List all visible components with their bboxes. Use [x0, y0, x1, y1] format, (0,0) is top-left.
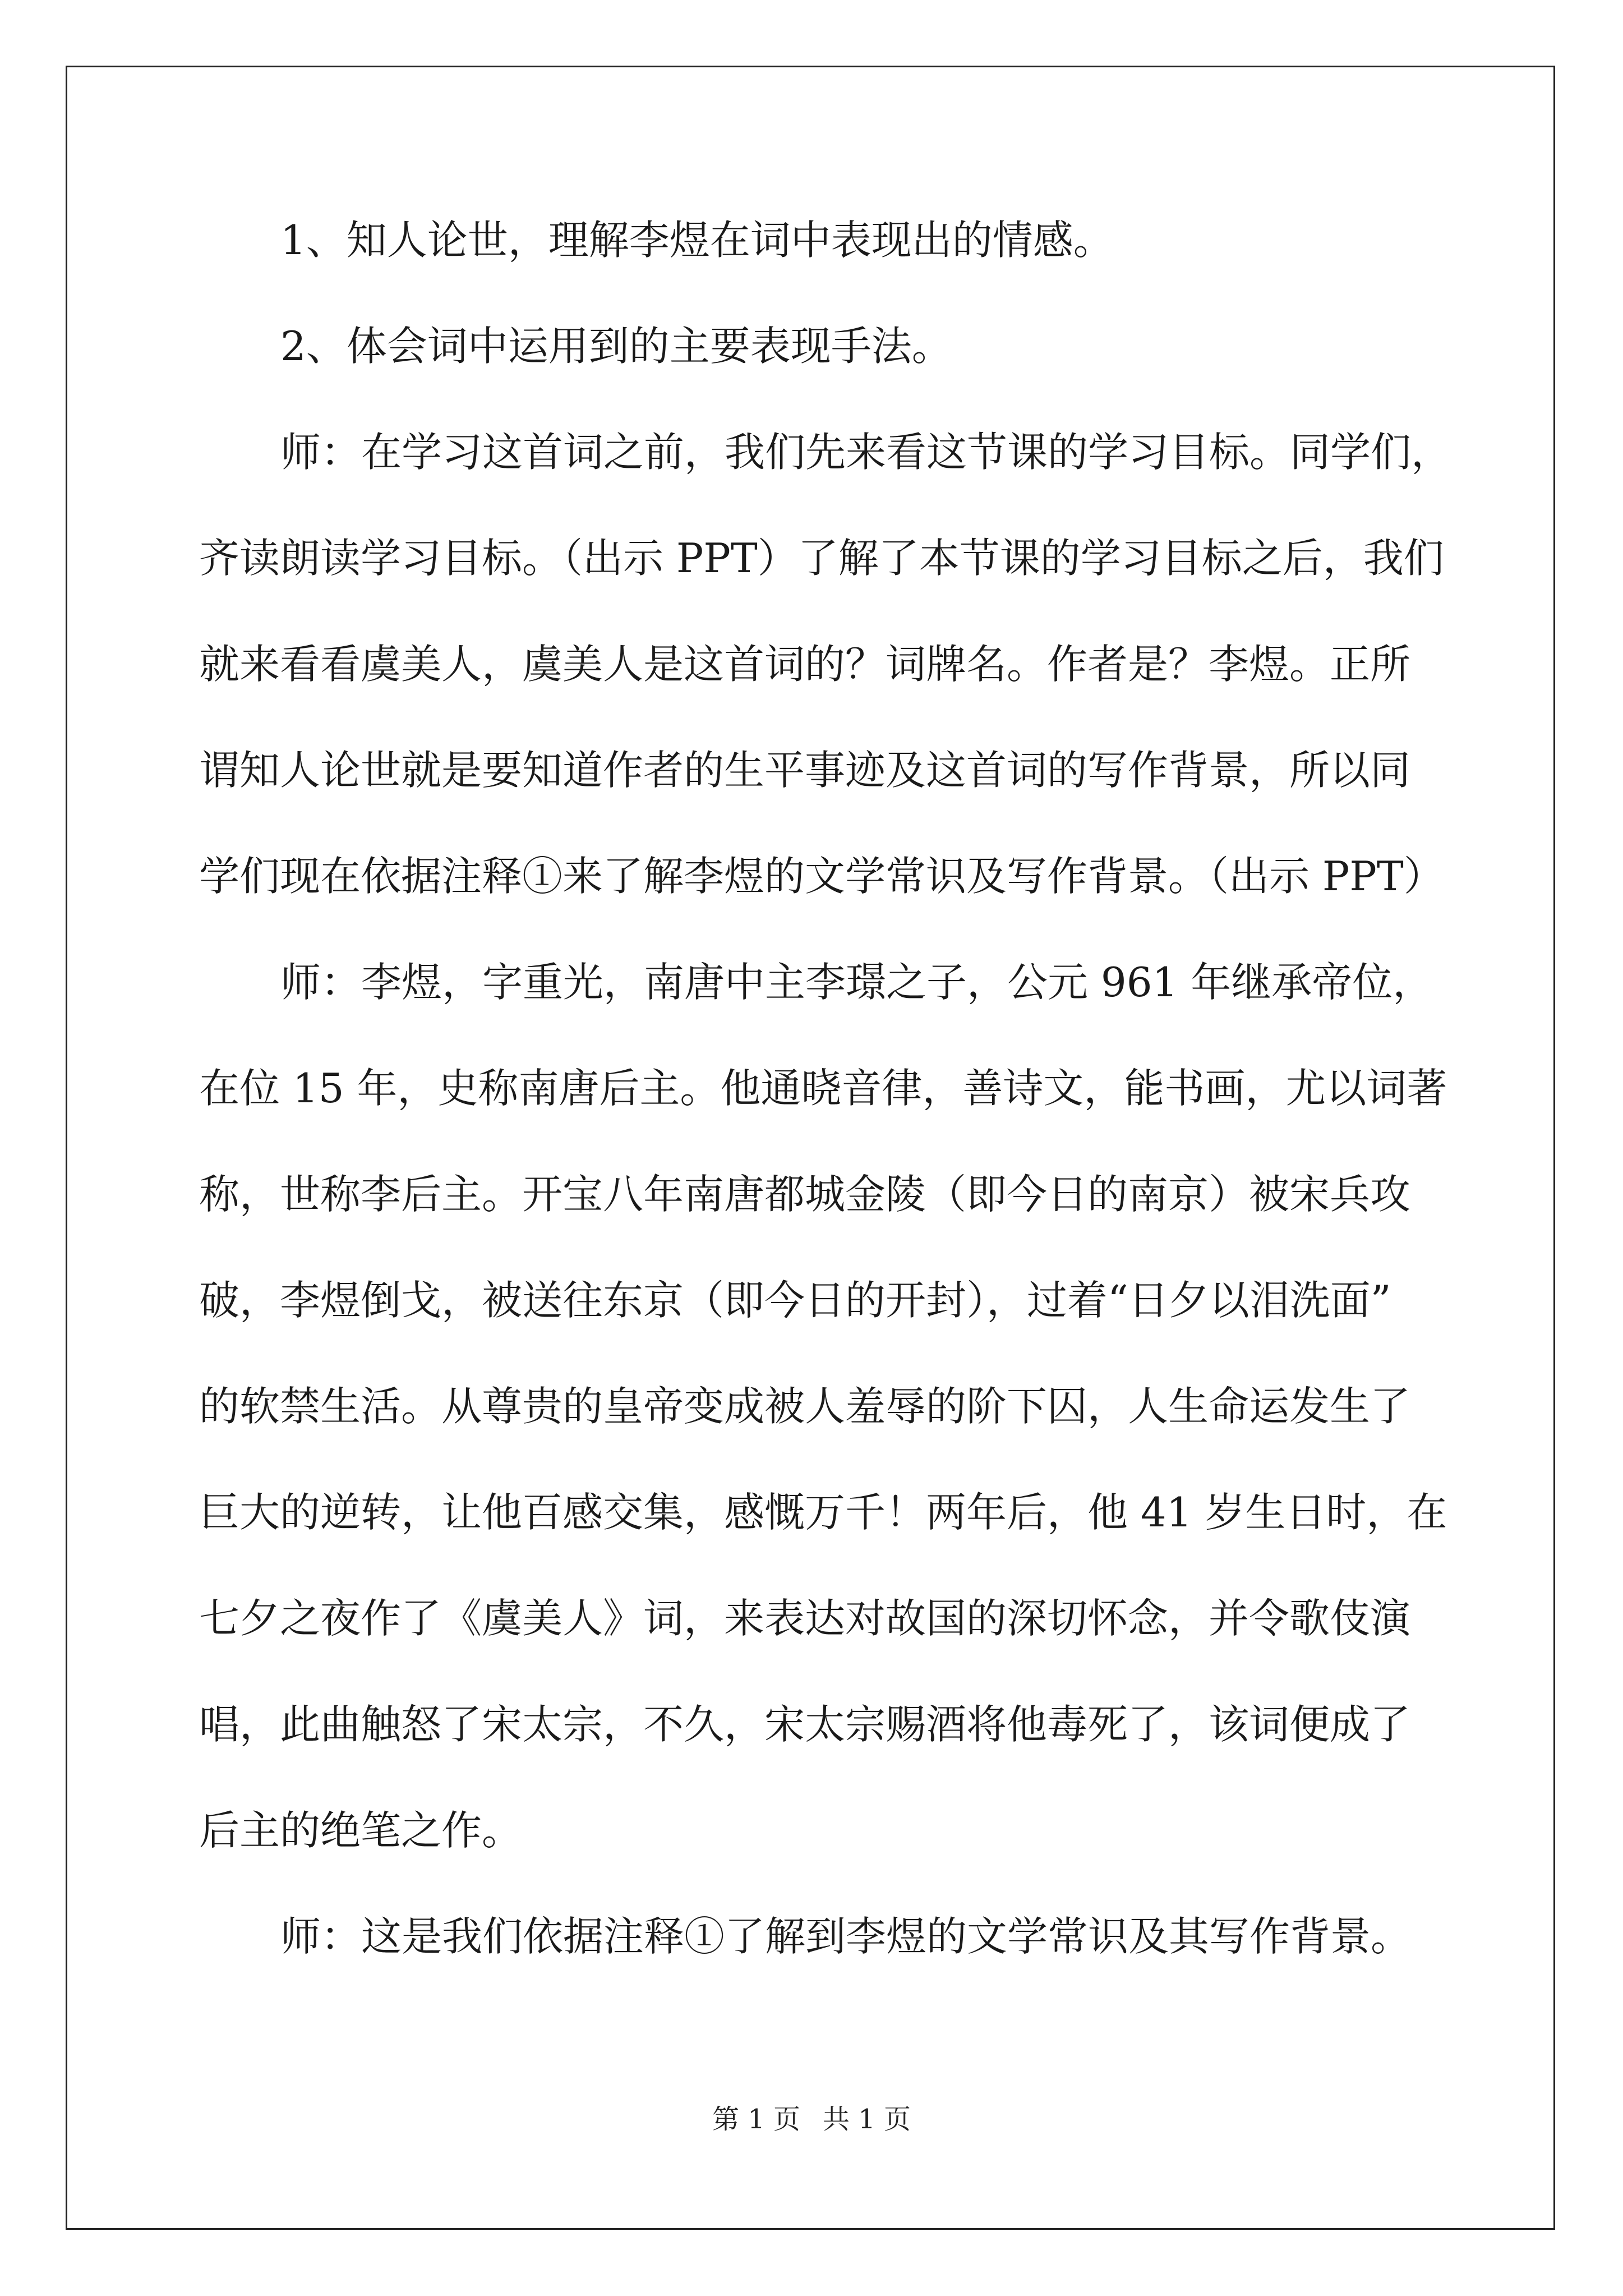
paragraph-2-line-9: 后主的绝笔之作。	[199, 1807, 523, 1854]
paragraph-2-line-3: 称，世称李后主。开宝八年南唐都城金陵（即今日的南京）被宋兵攻	[199, 1171, 1411, 1218]
paragraph-2-line-5: 的软禁生活。从尊贵的皇帝变成被人羞辱的阶下囚，人生命运发生了	[199, 1383, 1411, 1430]
objective-1: 1、知人论世，理解李煜在词中表现出的情感。	[280, 217, 1114, 264]
document-body	[199, 213, 1452, 1963]
paragraph-2-line-8: 唱，此曲触怒了宋太宗，不久，宋太宗赐酒将他毒死了，该词便成了	[199, 1701, 1411, 1748]
page-total: 共 1 页	[823, 2104, 911, 2135]
paragraph-1-line-4: 谓知人论世就是要知道作者的生平事迹及这首词的写作背景，所以同	[199, 747, 1411, 794]
paragraph-2-line-4: 破，李煜倒戈，被送往东京（即今日的开封），过着“日夕以泪洗面”	[199, 1277, 1391, 1324]
paragraph-2-line-1: 师：李煜，字重光，南唐中主李璟之子，公元 961 年继承帝位，	[280, 959, 1433, 1006]
page-number: 第 1 页	[712, 2104, 800, 2135]
objective-2: 2、体会词中运用到的主要表现手法。	[280, 323, 952, 370]
paragraph-2-line-7: 七夕之夜作了《虞美人》词，来表达对故国的深切怀念，并令歌伎演	[199, 1595, 1411, 1642]
paragraph-2-line-6: 巨大的逆转，让他百感交集，感慨万千！两年后，他 41 岁生日时，在	[199, 1489, 1447, 1536]
paragraph-3-line-1: 师：这是我们依据注释①了解到李煜的文学常识及其写作背景。	[280, 1913, 1412, 1960]
paragraph-1-line-2: 齐读朗读学习目标。（出示 PPT）了解了本节课的学习目标之后，我们	[199, 535, 1444, 582]
page-footer	[0, 2102, 1623, 2136]
paragraph-1-line-3: 就来看看虞美人，虞美人是这首词的？词牌名。作者是？李煜。正所	[199, 641, 1411, 688]
paragraph-1-line-5: 学们现在依据注释①来了解李煜的文学常识及写作背景。（出示 PPT）	[199, 853, 1444, 900]
paragraph-2-line-2: 在位 15 年，史称南唐后主。他通晓音律，善诗文，能书画，尤以词著	[199, 1065, 1447, 1112]
paragraph-1-line-1: 师：在学习这首词之前，我们先来看这节课的学习目标。同学们，	[280, 429, 1452, 476]
